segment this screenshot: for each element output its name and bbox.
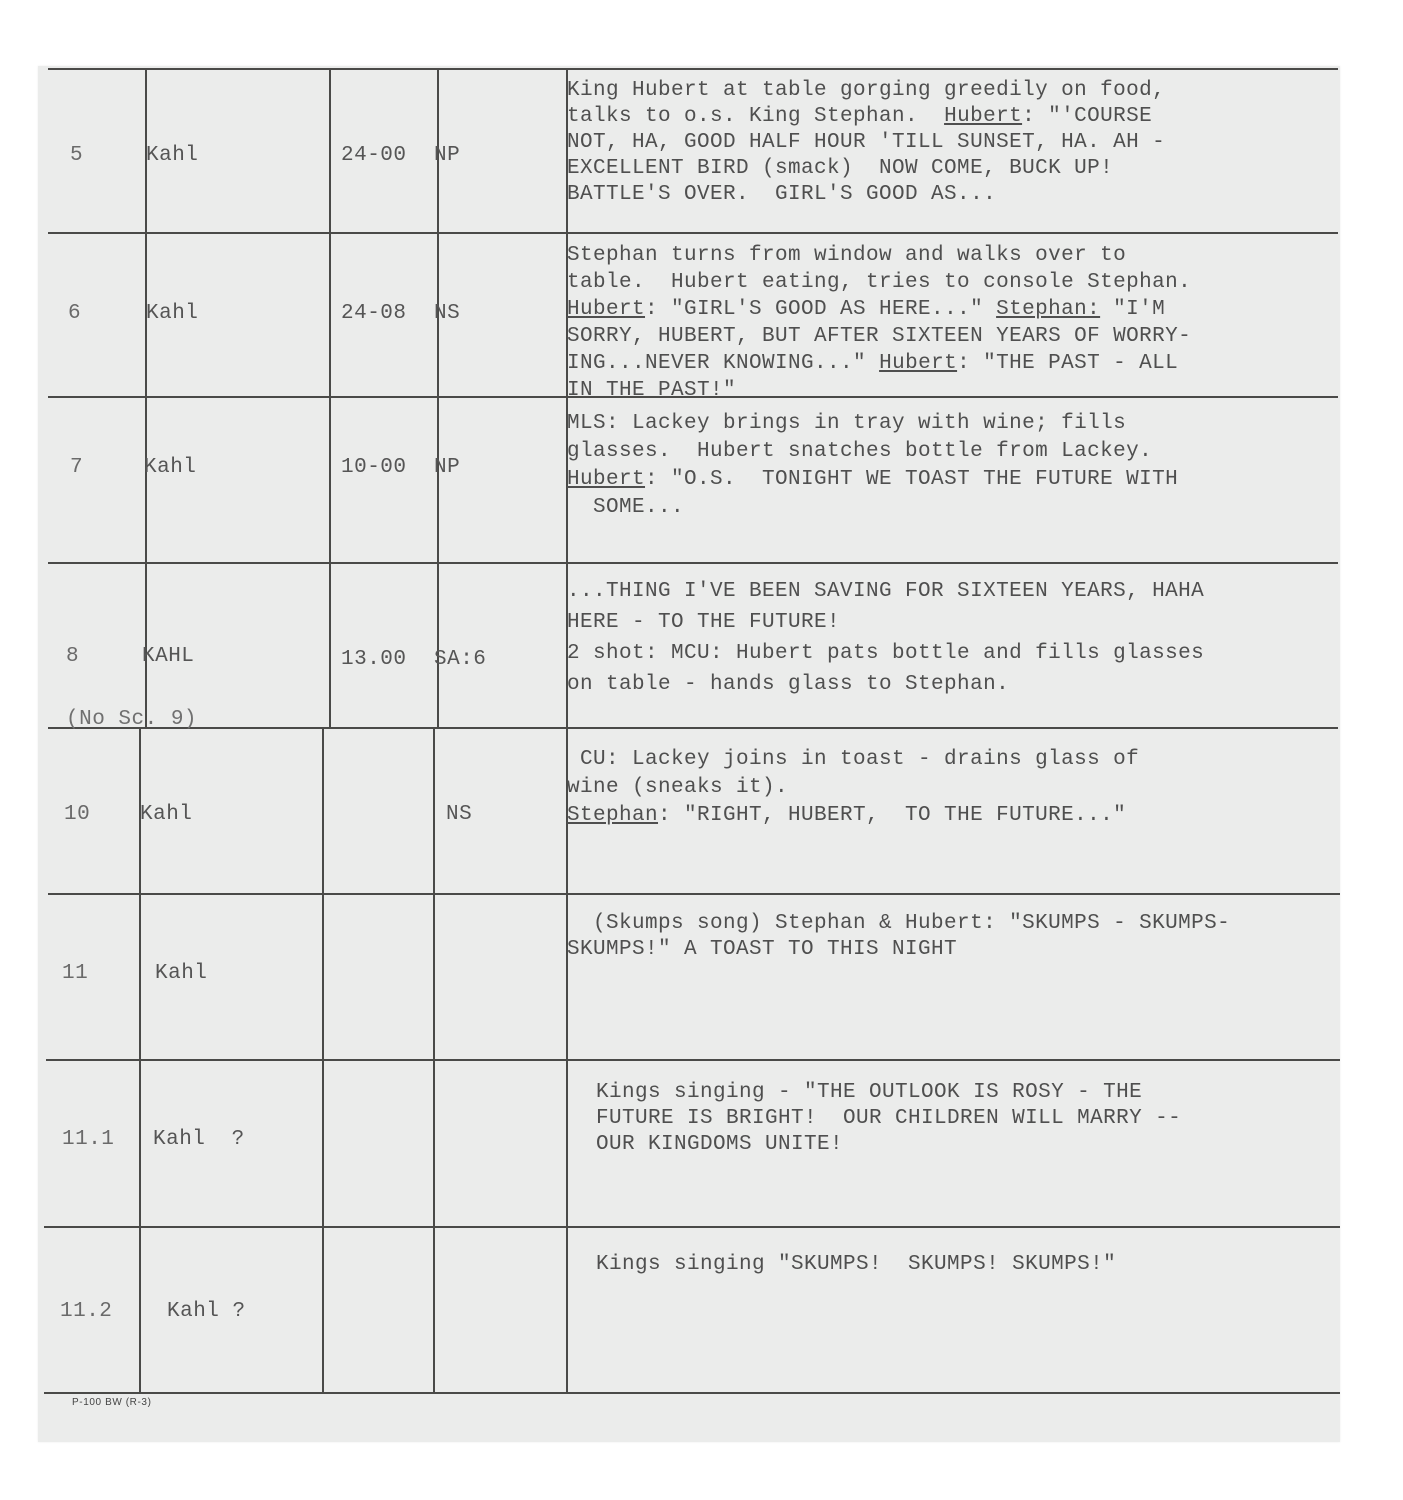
scene-number: 6 bbox=[68, 302, 82, 325]
description-line bbox=[567, 350, 1337, 377]
description-text: : "RIGHT, HUBERT, TO THE FUTURE..." bbox=[658, 804, 1127, 827]
description-line bbox=[567, 576, 1337, 607]
description-text: EXCELLENT BIRD (smack) NOW COME, BUCK UP! bbox=[567, 157, 1114, 180]
animator-name: Kahl ? bbox=[153, 1128, 245, 1151]
description-text: OUR KINGDOMS UNITE! bbox=[570, 1133, 844, 1156]
description-line bbox=[567, 638, 1337, 669]
footage: 24-00 bbox=[341, 144, 407, 167]
column-divider bbox=[322, 727, 324, 1392]
description-line bbox=[570, 1106, 1340, 1132]
description-text: wine (sneaks it). bbox=[567, 776, 789, 799]
description-line bbox=[567, 466, 1337, 494]
description-text: : "O.S. TONIGHT WE TOAST THE FUTURE WITH bbox=[645, 468, 1179, 491]
description-line bbox=[567, 410, 1337, 438]
description-text: : "GIRL'S GOOD AS HERE..." bbox=[645, 298, 997, 321]
underlined-speaker: Stephan bbox=[567, 804, 659, 827]
description-text: ...THING I'VE BEEN SAVING FOR SIXTEEN YEARS, HAHA bbox=[567, 580, 1205, 603]
description-text: MLS: Lackey brings in tray with wine; fills bbox=[567, 412, 1127, 435]
description-text: "I'M bbox=[1100, 298, 1166, 321]
description-text: IN THE PAST!" bbox=[567, 379, 737, 402]
description-text: (Skumps song) Stephan & Hubert: "SKUMPS - SKUMPS- bbox=[567, 912, 1231, 935]
scene-description bbox=[570, 1080, 1340, 1158]
animator-name: Kahl bbox=[155, 962, 208, 985]
animator-name: Kahl bbox=[146, 302, 199, 325]
row-divider bbox=[48, 232, 1338, 234]
description-text: SORRY, HUBERT, BUT AFTER SIXTEEN YEARS OF WORRY- bbox=[567, 325, 1192, 348]
description-line bbox=[567, 937, 1337, 963]
row-divider bbox=[48, 562, 1338, 564]
scene-code: NP bbox=[434, 456, 461, 479]
description-line bbox=[567, 242, 1337, 269]
description-line bbox=[570, 1132, 1340, 1158]
scene-number: 5 bbox=[70, 144, 84, 167]
description-line bbox=[567, 323, 1337, 350]
description-line bbox=[567, 607, 1337, 638]
footage: 13.00 bbox=[341, 648, 407, 671]
column-divider bbox=[433, 727, 435, 1392]
scene-description bbox=[567, 746, 1337, 830]
column-divider bbox=[139, 727, 141, 1392]
column-divider bbox=[329, 68, 331, 728]
scene-description bbox=[567, 410, 1337, 522]
scene-number: 11.1 bbox=[62, 1128, 115, 1151]
description-text: ING...NEVER KNOWING..." bbox=[567, 352, 880, 375]
form-code: P-100 BW (R-3) bbox=[72, 1397, 152, 1408]
description-line bbox=[567, 438, 1337, 466]
scene-number: 10 bbox=[64, 803, 91, 826]
description-line bbox=[567, 494, 1337, 522]
animator-name: KAHL bbox=[142, 645, 195, 668]
description-text: Stephan turns from window and walks over to bbox=[567, 244, 1127, 267]
row-divider bbox=[48, 893, 1340, 895]
footage: 10-00 bbox=[341, 456, 407, 479]
description-line bbox=[567, 130, 1337, 156]
description-line bbox=[567, 296, 1337, 323]
animator-name: Kahl bbox=[144, 456, 197, 479]
description-line bbox=[570, 1252, 1340, 1278]
description-text: on table - hands glass to Stephan. bbox=[567, 673, 1010, 696]
scene-code: NS bbox=[446, 803, 473, 826]
description-line bbox=[567, 156, 1337, 182]
scene-code: SA:6 bbox=[434, 648, 487, 671]
description-text: : "THE PAST - ALL bbox=[957, 352, 1179, 375]
column-divider bbox=[437, 68, 439, 728]
description-line bbox=[567, 104, 1337, 130]
animator-name: Kahl bbox=[140, 803, 193, 826]
description-line bbox=[567, 182, 1337, 208]
row-divider bbox=[44, 1392, 1340, 1394]
underlined-speaker: Hubert bbox=[567, 298, 646, 321]
row-divider bbox=[44, 1226, 1340, 1228]
description-text: Kings singing "SKUMPS! SKUMPS! SKUMPS!" bbox=[570, 1253, 1117, 1276]
description-text: CU: Lackey joins in toast - drains glass of bbox=[567, 748, 1140, 771]
underlined-speaker: Hubert bbox=[879, 352, 958, 375]
description-line bbox=[567, 774, 1337, 802]
scene-description bbox=[570, 1252, 1340, 1278]
scene-description bbox=[567, 576, 1337, 700]
animator-name: Kahl ? bbox=[167, 1300, 246, 1323]
description-text: Kings singing - "THE OUTLOOK IS ROSY - THE bbox=[570, 1081, 1143, 1104]
description-line bbox=[567, 669, 1337, 700]
description-line bbox=[567, 78, 1337, 104]
scene-number: 8 bbox=[66, 645, 80, 668]
underlined-speaker: Hubert bbox=[944, 105, 1023, 128]
scene-number: 11.2 bbox=[60, 1300, 113, 1323]
description-text: 2 shot: MCU: Hubert pats bottle and fills glasses bbox=[567, 642, 1205, 665]
description-text: SOME... bbox=[567, 496, 685, 519]
description-text: BATTLE'S OVER. GIRL'S GOOD AS... bbox=[567, 183, 997, 206]
description-line bbox=[567, 269, 1337, 296]
column-divider bbox=[145, 68, 147, 728]
description-text: glasses. Hubert snatches bottle from Lackey. bbox=[567, 440, 1153, 463]
description-text: NOT, HA, GOOD HALF HOUR 'TILL SUNSET, HA. AH - bbox=[567, 131, 1166, 154]
description-text: HERE - TO THE FUTURE! bbox=[567, 611, 841, 634]
footage: 24-08 bbox=[341, 302, 407, 325]
scene-description bbox=[567, 242, 1337, 404]
underlined-speaker: Hubert bbox=[567, 468, 646, 491]
missing-scene-note: (No Sc. 9) bbox=[66, 708, 198, 731]
description-text: FUTURE IS BRIGHT! OUR CHILDREN WILL MARRY -- bbox=[570, 1107, 1182, 1130]
scene-code: NP bbox=[434, 144, 461, 167]
underlined-speaker: Stephan: bbox=[996, 298, 1101, 321]
scene-number: 7 bbox=[70, 456, 84, 479]
description-text: talks to o.s. King Stephan. bbox=[567, 105, 945, 128]
row-divider bbox=[48, 727, 1338, 729]
scene-description bbox=[567, 78, 1337, 208]
scene-code: NS bbox=[434, 302, 461, 325]
scene-number: 11 bbox=[62, 962, 89, 985]
description-text: : "'COURSE bbox=[1022, 105, 1153, 128]
description-line bbox=[567, 746, 1337, 774]
description-line bbox=[567, 377, 1337, 404]
description-text: SKUMPS!" A TOAST TO THIS NIGHT bbox=[567, 938, 958, 961]
description-line bbox=[567, 911, 1337, 937]
description-line bbox=[567, 802, 1337, 830]
description-text: table. Hubert eating, tries to console Stephan. bbox=[567, 271, 1192, 294]
animator-name: Kahl bbox=[146, 144, 199, 167]
scene-description bbox=[567, 911, 1337, 963]
description-text: King Hubert at table gorging greedily on food, bbox=[567, 79, 1166, 102]
row-divider bbox=[46, 1059, 1340, 1061]
description-line bbox=[570, 1080, 1340, 1106]
row-divider bbox=[48, 68, 1338, 70]
